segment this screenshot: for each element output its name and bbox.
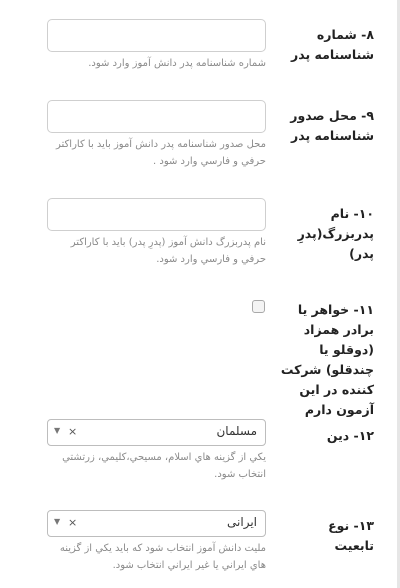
chevron-down-icon[interactable]: ▼ xyxy=(54,426,61,435)
grandfather-name-field-wrap xyxy=(47,198,266,268)
father-id-issue-place-label: ۹- محل صدور شناسنامه پدر xyxy=(290,108,374,143)
field-row-grandfather-name xyxy=(0,190,400,290)
nationality-field-wrap xyxy=(47,510,266,574)
father-id-issue-place-input[interactable] xyxy=(47,100,266,133)
field-row-nationality xyxy=(0,506,400,588)
clear-icon[interactable]: × xyxy=(68,425,78,438)
nationality-select[interactable] xyxy=(47,510,266,537)
field-row-father-id-issue-place xyxy=(0,90,400,190)
nationality-help: مليت دانش آموز انتخاب شود که بايد يکي از گزينه هاي ايراني يا غير ايراني انتخاب شود. xyxy=(59,543,266,571)
religion-field-wrap xyxy=(47,419,266,483)
religion-label: ۱۲- دین xyxy=(326,428,374,443)
grandfather-name-label: ۱۰- نام پدربزرگ(پدرِ پدر) xyxy=(297,206,374,261)
field-row-twin-sibling xyxy=(0,290,400,417)
nationality-selected-value: ایرانی xyxy=(227,515,257,529)
religion-help: يکي از گزينه هاي اسلام، مسيحي،کليمي، زرتشتي انتخاب شود. xyxy=(62,452,266,480)
nationality-label: ۱۳- نوع تابعیت xyxy=(328,518,374,553)
father-id-number-help: شماره شناسنامه پدر دانش آموز وارد شود. xyxy=(88,58,266,69)
religion-select[interactable] xyxy=(47,419,266,446)
grandfather-name-help: نام پدربزرگ دانش آموز (پدرِ پدر) باید با کاراکتر حرفي و فارسي وارد شود. xyxy=(70,237,266,265)
father-id-issue-place-help: محل صدور شناسنامه پدر دانش آموز باید با کاراکتر حرفي و فارسي وارد شود . xyxy=(56,139,266,167)
chevron-down-icon[interactable]: ▼ xyxy=(54,517,61,526)
twin-sibling-label: ۱۱- خواهر یا برادر همزاد (دوقلو یا چندقلو) شرکت کننده در این آزمون دارم xyxy=(280,302,374,417)
twin-sibling-checkbox[interactable] xyxy=(252,300,265,313)
clear-icon[interactable]: × xyxy=(68,516,78,529)
father-id-issue-place-field-wrap xyxy=(47,100,266,170)
grandfather-name-input[interactable] xyxy=(47,198,266,231)
field-row-religion xyxy=(0,410,400,506)
religion-selected-value: مسلمان xyxy=(216,424,257,438)
field-row-father-id-number xyxy=(0,0,400,90)
father-id-number-label: ۸- شماره شناسنامه پدر xyxy=(291,27,374,62)
father-id-number-field-wrap xyxy=(47,19,266,72)
father-id-number-input[interactable] xyxy=(47,19,266,52)
